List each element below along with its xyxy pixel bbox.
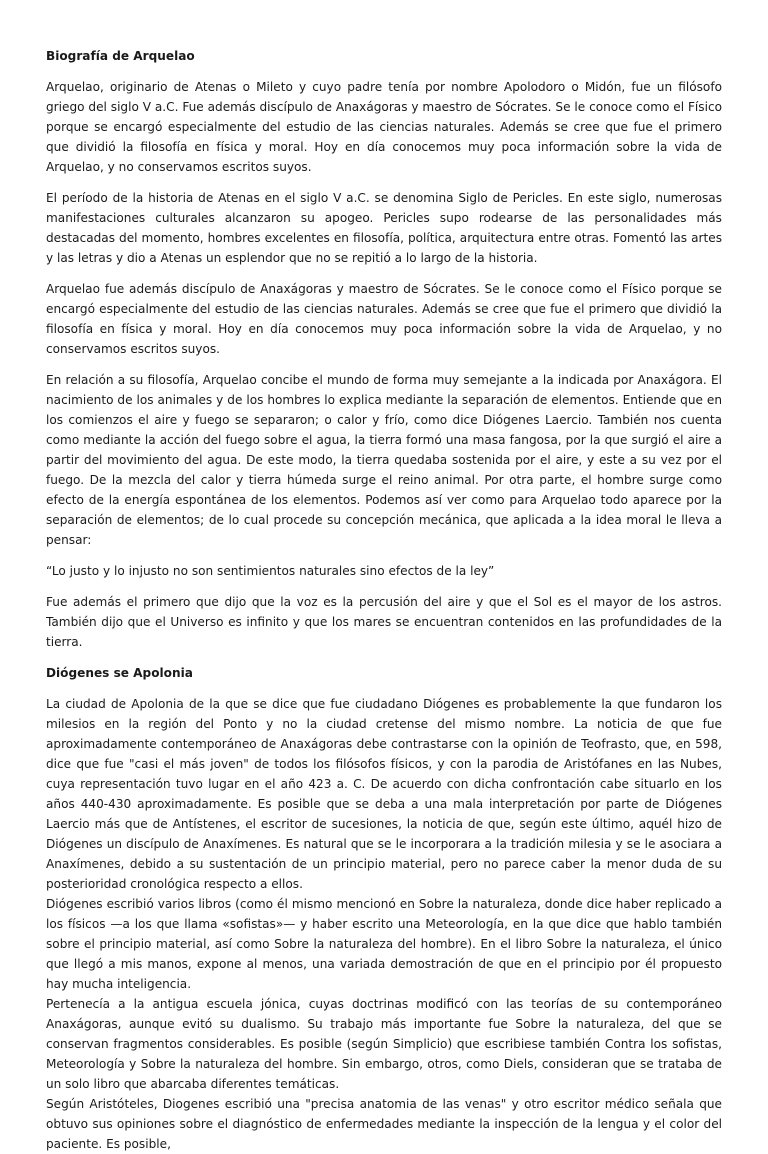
paragraph-books: Diógenes escribió varios libros (como él mismo mencionó en Sobre la naturaleza, donde dice haber replicado a los físicos —a los que llama «sofistas»— y haber escrito una Meteorología, en la que dice que hablo también sobre el principio material, así como Sobre la naturaleza del hombre). En el libro Sobre la naturaleza, el único que llegó a mis manos, expone al menos, una variada demostración de que en el principio por él propuesto hay mucha inteligencia.: [46, 897, 722, 991]
paragraph-ionian-school: Pertenecía a la antigua escuela jónica, cuyas doctrinas modificó con las teorías de su contemporáneo Anaxágoras, aunque evitó su dualismo. Su trabajo más importante fue Sobre la naturaleza, del que se conservan fragmentos considerables. Es posible (según Simplicio) que escribiese también Contra los sofistas, Meteorología y Sobre la naturaleza del hombre. Sin embargo, otros, como Diels, consideran que se trataba de un solo libro que abarcaba diferentes temáticas.: [46, 997, 722, 1091]
paragraph-philosophy: En relación a su filosofía, Arquelao concibe el mundo de forma muy semejante a la indicada por Anaxágora. El nacimiento de los animales y de los hombres lo explica mediante la separación de elementos. Entiende que en los comienzos el aire y fuego se separaron; o calor y frío, como dice Diógenes Laercio. También nos cuenta como mediante la acción del fuego sobre el agua, la tierra formó una masa fangosa, por la que surgió el aire a partir del movimiento del agua. De este modo, la tierra quedaba sostenida por el aire, y este a su vez por el fuego. De la mezcla del calor y tierra húmeda surge el reino animal. Por otra parte, el hombre surge como efecto de la energía espontánea de los elementos. Podemos así ver como para Arquelao todo aparece por la separación de elementos; de lo cual procede su concepción mecánica, que aplicada a la idea moral le lleva a pensar:: [46, 373, 722, 547]
paragraph-pericles: El período de la historia de Atenas en el siglo V a.C. se denomina Siglo de Pericles. En este siglo, numerosas manifestaciones culturales alcanzaron su apogeo. Pericles supo rodearse de las personalidades más destacadas del momento, hombres excelentes en filosofía, política, arquitectura entre otras. Fomentó las artes y las letras y dio a Atenas un esplendor que no se repitió a lo largo de la historia.: [46, 191, 722, 265]
section-heading-arquelao: Biografía de Arquelao: [46, 49, 195, 63]
paragraph-aristotle: Según Aristóteles, Diogenes escribió una "precisa anatomia de las venas" y otro escritor médico señala que obtuvo sus opiniones sobre el diagnóstico de enfermedades mediante la inspección de la lengua y el color del paciente. Es posible,: [46, 1097, 722, 1151]
paragraph-voice-sun: Fue además el primero que dijo que la voz es la percusión del aire y que el Sol es el mayor de los astros. También dijo que el Universo es infinito y que los mares se encuentran contenidos en las profundidades de la tierra.: [46, 595, 722, 649]
paragraph-disciple: Arquelao fue además discípulo de Anaxágoras y maestro de Sócrates. Se le conoce como el Físico porque se encargó especialmente del estudio de las ciencias naturales. Además se cree que fue el primero que dividió la filosofía en física y moral. Hoy en día conocemos muy poca información sobre la vida de Arquelao, y no conservamos escritos suyos.: [46, 282, 722, 356]
section-heading-diogenes: Diógenes se Apolonia: [46, 666, 193, 680]
quote-law: “Lo justo y lo injusto no son sentimientos naturales sino efectos de la ley”: [46, 564, 495, 578]
paragraph-apolonia: La ciudad de Apolonia de la que se dice que fue ciudadano Diógenes es probablemente la que fundaron los milesios en la región del Ponto y no la ciudad cretense del mismo nombre. La noticia de que fue aproximadamente contemporáneo de Anaxágoras debe contrastarse con la opinión de Teofrasto, que, en 598, dice que fue "casi el más joven" de todos los filósofos físicos, y con la parodia de Aristófanes en las Nubes, cuya representación tuvo lugar en el año 423 a. C. De acuerdo con dicha confrontación cabe situarlo en los años 440-430 aproximadamente. Es posible que se deba a una mala interpretación por parte de Diógenes Laercio más que de Antístenes, el escritor de sucesiones, la noticia de que, según este último, aquél hizo de Diógenes un discípulo de Anaxímenes. Es natural que se le incorporara a la tradición milesia y se le asociara a Anaxímenes, debido a su sustentación de un principio material, pero no parece caber la menor duda de su posterioridad cronológica respecto a ellos.: [46, 697, 722, 891]
document-page: [46, 46, 722, 1154]
paragraph-origin: Arquelao, originario de Atenas o Mileto y cuyo padre tenía por nombre Apolodoro o Midón, fue un filósofo griego del siglo V a.C. Fue además discípulo de Anaxágoras y maestro de Sócrates. Se le conoce como el Físico porque se encargó especialmente del estudio de las ciencias naturales. Además se cree que fue el primero que dividió la filosofía en física y moral. Hoy en día conocemos muy poca información sobre la vida de Arquelao, y no conservamos escritos suyos.: [46, 80, 722, 174]
